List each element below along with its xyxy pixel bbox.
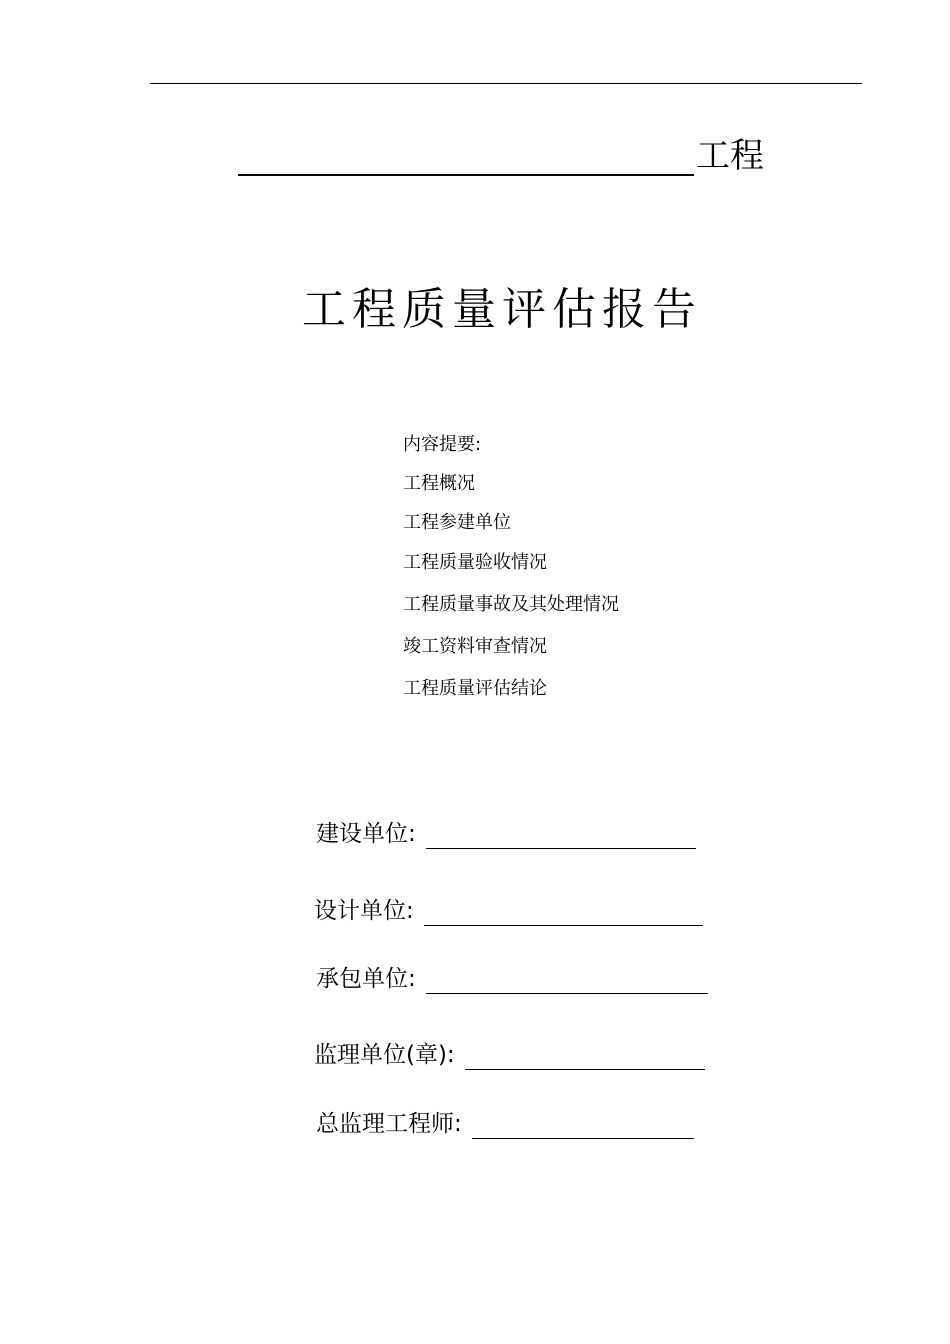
report-title: 工程质量评估报告: [302, 284, 702, 335]
construction-unit-field: [316, 819, 696, 849]
supervision-unit-field: [314, 1040, 705, 1070]
summary-item: 工程质量事故及其处理情况: [403, 594, 619, 615]
contents-summary: [403, 432, 619, 702]
design-unit-field: [314, 896, 703, 926]
contractor-unit-label: 承包单位:: [316, 966, 416, 992]
summary-item: 工程概况: [403, 473, 475, 494]
project-name-blank[interactable]: [238, 136, 694, 176]
chief-supervisor-label: 总监理工程师:: [316, 1111, 462, 1137]
chief-supervisor-field: [316, 1109, 694, 1139]
construction-unit-label: 建设单位:: [316, 821, 416, 847]
project-name-line: [238, 136, 764, 176]
design-unit-blank[interactable]: [424, 899, 703, 926]
construction-unit-blank[interactable]: [426, 822, 696, 849]
supervision-unit-label: 监理单位(章):: [314, 1042, 455, 1068]
chief-supervisor-blank[interactable]: [472, 1112, 694, 1139]
contractor-unit-field: [316, 964, 708, 994]
project-suffix: 工程: [696, 136, 764, 176]
summary-heading: 内容提要:: [403, 434, 482, 455]
summary-item: 工程质量验收情况: [403, 552, 547, 573]
design-unit-label: 设计单位:: [314, 898, 414, 924]
contractor-unit-blank[interactable]: [426, 967, 708, 994]
summary-item: 工程参建单位: [403, 512, 511, 533]
header-rule: [150, 83, 862, 84]
summary-item: 竣工资料审查情况: [403, 636, 547, 657]
summary-item: 工程质量评估结论: [403, 678, 547, 699]
supervision-unit-blank[interactable]: [465, 1043, 705, 1070]
